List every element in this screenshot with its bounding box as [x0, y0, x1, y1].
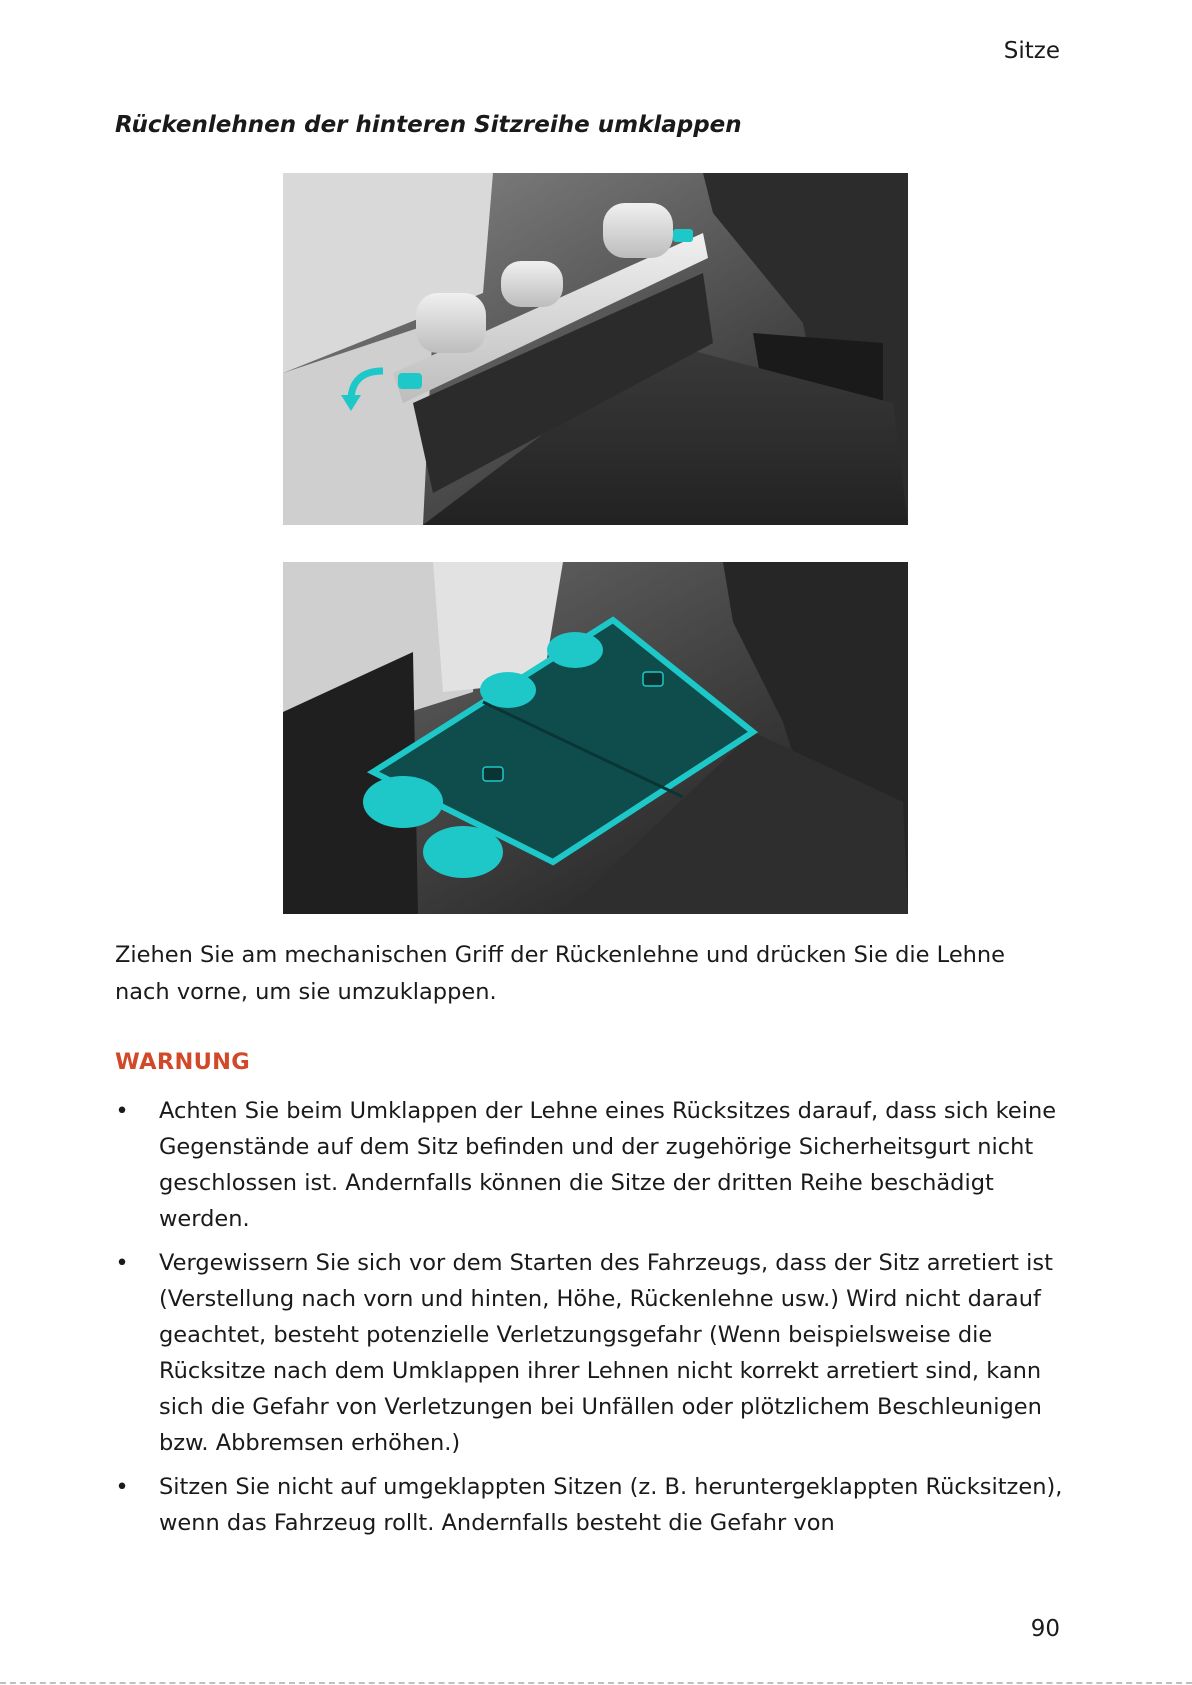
warning-item-text: Sitzen Sie nicht auf umgeklappten Sitzen (z. B. heruntergeklappten Rücksitzen), wenn das Fahrzeug rollt. Andernfalls besteht die Gefahr von	[159, 1474, 1063, 1536]
page-bottom-divider	[0, 1682, 1192, 1684]
warning-list	[115, 1093, 1085, 1549]
warning-item	[115, 1469, 1085, 1541]
page-number: 90	[1030, 1616, 1060, 1642]
illustration-seat-upright	[283, 173, 908, 525]
illustration-seat-folded	[283, 562, 908, 914]
warning-item-text: Vergewissern Sie sich vor dem Starten des Fahrzeugs, dass der Sitz arretiert ist (Verstellung nach vorn und hinten, Höhe, Rückenlehne usw.) Wird nicht darauf geachtet, besteht potenzielle Verletzungsgefahr (Wenn beispielsweise die Rücksitze nach dem Umklappen ihrer Lehnen nicht korrekt arretiert sind, kann sich die Gefahr von Verletzungen bei Unfällen oder plötzlichem Beschleunigen bzw. Abbremsen erhöhen.)	[159, 1250, 1053, 1456]
bullet-icon: •	[115, 1098, 129, 1124]
warning-item-text: Achten Sie beim Umklappen der Lehne eines Rücksitzes darauf, dass sich keine Gegenstände auf dem Sitz befinden und der zugehörige Sicherheitsgurt nicht geschlossen ist. Andernfalls können die Sitze der dritten Reihe beschädigt werden.	[159, 1098, 1057, 1232]
bullet-icon: •	[115, 1474, 129, 1500]
bullet-icon: •	[115, 1250, 129, 1276]
warning-item	[115, 1093, 1085, 1237]
warning-item	[115, 1245, 1085, 1461]
running-header: Sitze	[1003, 38, 1060, 64]
seat-handle-icon	[398, 373, 422, 389]
section-title: Rückenlehnen der hinteren Sitzreihe umklappen	[115, 112, 742, 138]
instruction-text: Ziehen Sie am mechanischen Griff der Rückenlehne und drücken Sie die Lehne nach vorne, um sie umzuklappen.	[115, 942, 1006, 1005]
warning-heading: WARNUNG	[115, 1049, 251, 1075]
